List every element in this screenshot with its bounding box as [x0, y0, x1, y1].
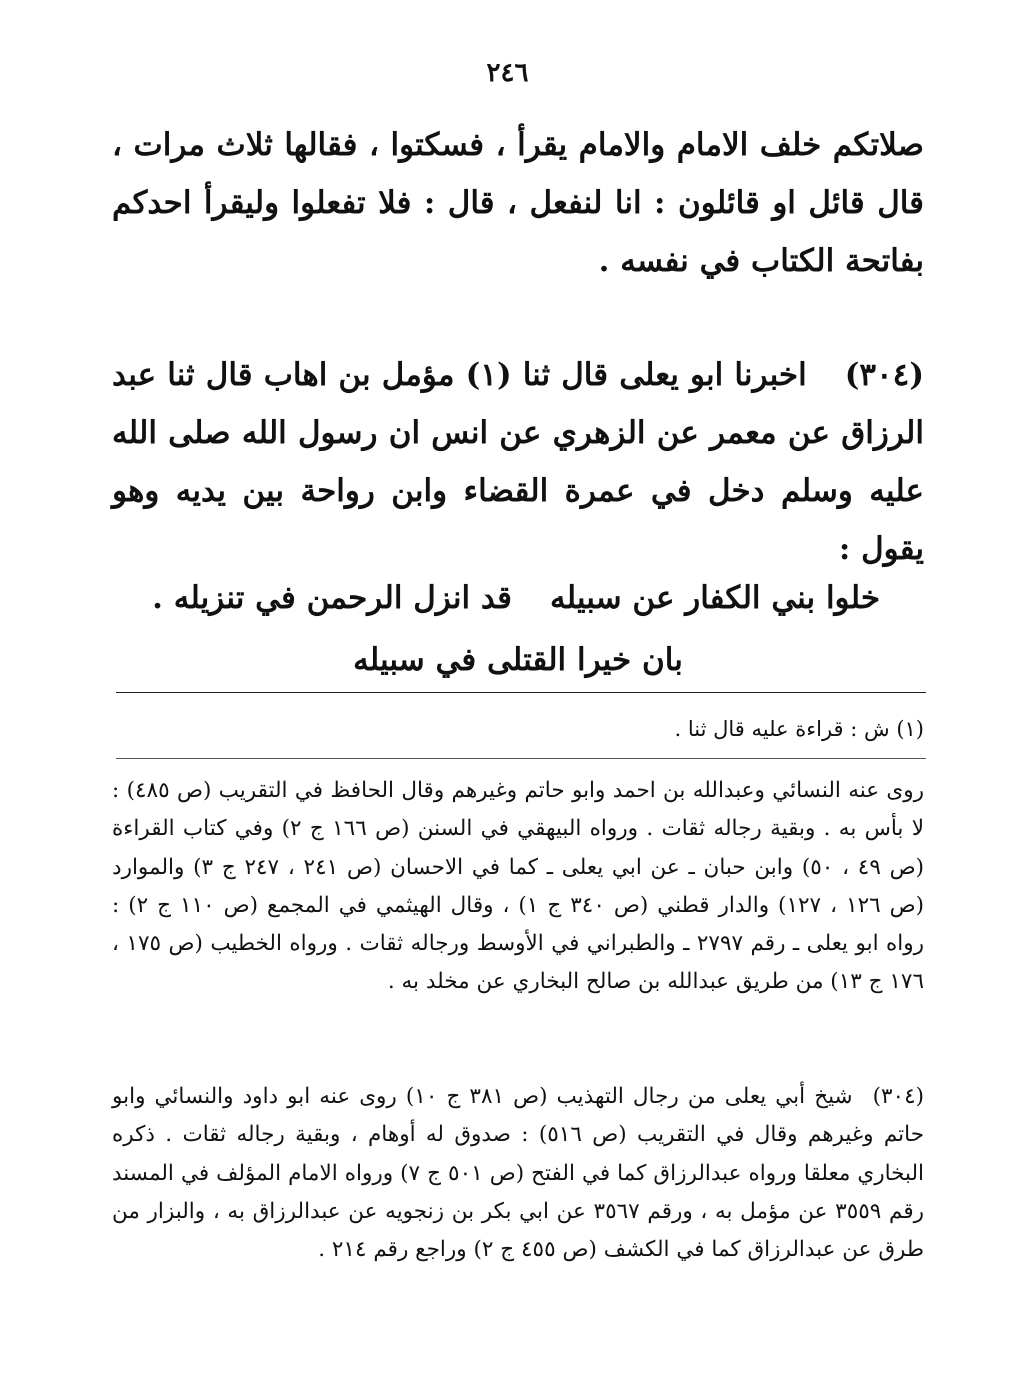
poem-hemistich-first: خلوا بني الكفار عن سبيله	[550, 580, 880, 616]
commentary-block-1	[112, 772, 924, 1002]
hadith-text-block	[112, 346, 924, 578]
commentary-text-block	[112, 1078, 924, 1269]
hadith-paragraph	[112, 346, 924, 578]
commentary-text: روى عنه النسائي وعبدالله بن احمد وابو حاتم وغيرهم وقال الحافظ في التقريب (ص ٤٨٥) : لا بأس به . وبقية رجاله ثقات . ورواه البيهقي في السنن (ص ١٦٦ ج ٢) وفي كتاب القراءة (ص ٤٩ ، ٥٠) وابن حبان ـ عن ابي يعلى ـ كما في الاحسان (ص ٢٤١ ، ٢٤٧ ج ٣) والموارد (ص ١٢٦ ، ١٢٧) والدار قطني (ص ٣٤٠ ج ١) ، وقال الهيثمي في المجمع (ص ١١٠ ج ٢) : رواه ابو يعلى ـ رقم ٢٧٩٧ ـ والطبراني في الأوسط ورجاله ثقات . ورواه الخطيب (ص ١٧٥ ، ١٧٦ ج ١٣) من طريق عبدالله بن صالح البخاري عن مخلد به .	[112, 778, 925, 995]
commentary-reference-number: (٣٠٤)	[872, 1084, 925, 1109]
poem-line-1	[112, 580, 924, 630]
poem-hemistich-second: قد انزل الرحمن في تنزيله .	[152, 580, 512, 616]
commentary-divider	[116, 758, 926, 759]
page-number: ٢٤٦	[486, 58, 529, 88]
commentary-block-2	[112, 1078, 924, 1269]
commentary-text: شيخ أبي يعلى من رجال التهذيب (ص ٣٨١ ج ١٠) روى عنه ابو داود والنسائي وابو حاتم وغيرهم وقال في التقريب (ص ٥١٦) : صدوق له أوهام ، وبقية رجاله ثقات . ذكره البخاري معلقا ورواه عبدالرزاق كما في الفتح (ص ٥٠١ ج ٧) ورواه الامام المؤلف في المسند رقم ٣٥٥٩ عن مؤمل به ، ورقم ٣٥٦٧ عن ابي بكر بن زنجويه عن عبدالرزاق به ، والبزار من طرق عن عبدالرزاق كما في الكشف (ص ٤٥٥ ج ٢) وراجع رقم ٢١٤ .	[112, 1084, 925, 1263]
paragraph-text: صلاتكم خلف الامام والامام يقرأ ، فسكتوا ، فقالها ثلاث مرات ، قال قائل او قائلون : انا لنفعل ، قال : فلا تفعلوا وليقرأ احدكم بفاتحة الكتاب في نفسه .	[112, 127, 924, 279]
hadith-text: اخبرنا ابو يعلى قال ثنا (١) مؤمل بن اهاب قال ثنا عبد الرزاق عن معمر عن الزهري عن انس ان رسول الله صلى الله عليه وسلم دخل في عمرة القضاء وابن رواحة بين يديه وهو يقول :	[112, 357, 924, 567]
hadith-number: (٣٠٤)	[844, 357, 924, 393]
footnote-divider	[116, 692, 926, 693]
main-text-continuation	[112, 116, 924, 290]
footnote: (١) ش : قراءة عليه قال ثنا .	[674, 717, 924, 741]
poem-line-2: بان خيرا القتلى في سبيله	[353, 642, 683, 678]
